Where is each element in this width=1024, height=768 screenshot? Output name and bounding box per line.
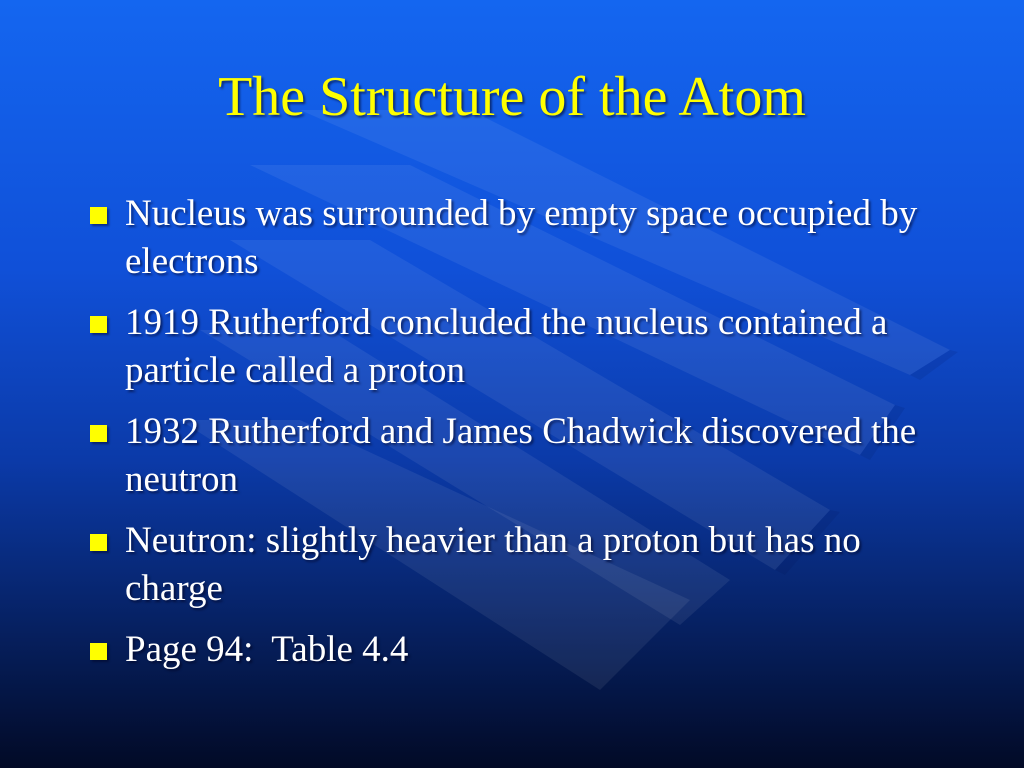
bullet-text: Neutron: slightly heavier than a proton but has no charge xyxy=(125,520,861,609)
square-bullet-icon xyxy=(90,207,107,224)
bullet-item xyxy=(88,299,948,395)
square-bullet-icon xyxy=(90,534,107,551)
bullet-item xyxy=(88,408,948,504)
bullet-text: 1932 Rutherford and James Chadwick discovered the neutron xyxy=(125,411,917,500)
bullet-text: Page 94: Table 4.4 xyxy=(125,629,409,670)
bullet-text: 1919 Rutherford concluded the nucleus contained a particle called a proton xyxy=(125,302,888,391)
square-bullet-icon xyxy=(90,643,107,660)
bullet-item xyxy=(88,626,948,674)
square-bullet-icon xyxy=(90,425,107,442)
bullet-list xyxy=(88,190,948,687)
slide-title: The Structure of the Atom xyxy=(218,66,806,128)
square-bullet-icon xyxy=(90,316,107,333)
bullet-item xyxy=(88,190,948,286)
bullet-item xyxy=(88,517,948,613)
bullet-text: Nucleus was surrounded by empty space occupied by electrons xyxy=(125,193,918,282)
